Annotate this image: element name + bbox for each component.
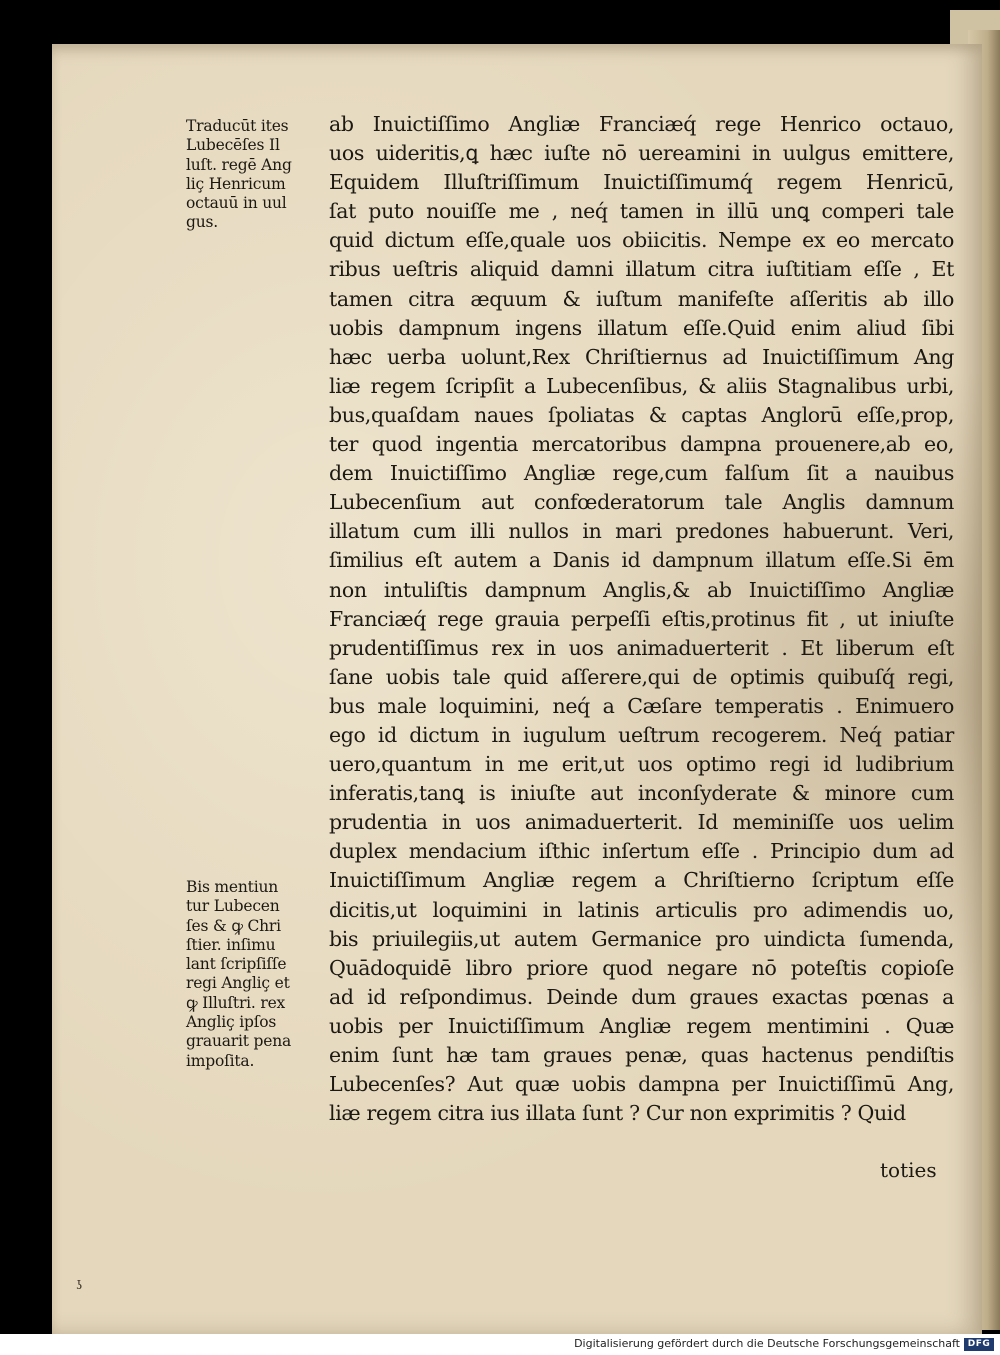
marginal-line: tur Lubecen (186, 897, 280, 916)
text-line: ab Inuictiſſimo Angliæ Franciæq́ rege Henrico octauo, (329, 112, 954, 136)
text-line: Lubecenſium aut confœderatorum tale Anglis damnum (329, 490, 954, 515)
catchword: toties (880, 1158, 937, 1182)
marginal-line: gus. (186, 213, 218, 232)
text-line: dem Inuictiſſimo Angliæ rege,cum falſum ſit a nauibus (329, 461, 954, 486)
text-line: bus male loquimini, neq́ a Cæſare temperatis . Enimuero (329, 693, 954, 718)
marginal-line: regi Angliç et (186, 974, 290, 993)
text-line: dicitis,ut loquimini in latinis articulis pro adimendis uo, (329, 897, 954, 922)
main-text-block (329, 110, 954, 1128)
marginal-line: Bis mentiun (186, 878, 279, 896)
text-line: ribus ueſtris aliquid damni illatum citra iuſtitiam eſſe , Et (329, 257, 954, 282)
corner-mark: ʖ (76, 1278, 83, 1292)
marginal-line: luſt. regē Ang (186, 155, 292, 174)
text-line: uobis dampnum ingens illatum eſſe.Quid enim aliud ſibi (329, 315, 954, 340)
marginal-note-1 (186, 117, 316, 233)
text-line: Lubecenſes? Aut quæ uobis dampna per Inuictiſſimū Ang, (329, 1072, 954, 1097)
text-line: Franciæq́ rege grauia perpeſſi eſtis,protinus fit , ut iniuſte (329, 606, 954, 631)
marginal-line: Lubecēſes Il (186, 136, 280, 155)
text-line: ſimilius eſt autem a Danis id dampnum illatum eſſe.Si ēm (329, 548, 954, 573)
text-line: Inuictiſſimum Angliæ regem a Chriſtierno ſcriptum eſſe (329, 868, 954, 893)
marginal-line: ꝙ Illuſtri. rex (186, 993, 286, 1012)
marginal-line: grauarit pena (186, 1032, 292, 1051)
dfg-logo-icon: DFG (964, 1338, 994, 1351)
text-line: ego id dictum in iugulum ueſtrum recogerem. Neq́ patiar (329, 722, 954, 747)
marginal-line: ſes & ꝙ Chri (186, 916, 281, 935)
funding-credit: Digitalisierung gefördert durch die Deutsche Forschungsgemeinschaft (574, 1337, 960, 1350)
text-line: enim ſunt hæ tam graues penæ, quas hactenus pendiſtis (329, 1043, 954, 1067)
marginal-line: lant ſcripſiſſe (186, 955, 287, 974)
text-line: prudentiſſimus rex in uos animaduerterit . Et liberum eſt (329, 635, 954, 660)
text-line: Equidem Illuſtriſſimum Inuictiſſimumq́ regem Henricū, (329, 170, 954, 195)
text-line: ſat puto nouiſſe me , neq́ tamen in illū unꝗ comperi tale (329, 199, 954, 224)
text-line: liæ regem ſcripſit a Lubecenſibus, & aliis Stagnalibus urbi, (329, 373, 954, 398)
text-line: Quādoquidē libro priore quod negare nō poteſtis copioſe (329, 955, 954, 980)
marginal-line: ſtier. inſimu (186, 935, 276, 954)
text-line: tamen citra æquum & iuſtum manifeſte aſſeritis ab illo (329, 286, 954, 311)
text-line: uos uideritis,ꝗ hæc iuſte nō uereamini in uulgus emittere, (329, 141, 954, 166)
text-line: bis priuilegiis,ut autem Germanice pro uindicta ſumenda, (329, 926, 954, 951)
text-line: quid dictum eſſe,quale uos obiicitis. Nempe ex eo mercato (329, 228, 954, 253)
text-line: duplex mendacium iſthic inſertum eſſe . Principio dum ad (329, 839, 954, 864)
text-line: hæc uerba uolunt,Rex Chriſtiernus ad Inuictiſſimum Ang (329, 344, 954, 369)
marginal-line: liç Henricum (186, 174, 286, 193)
text-line: non intuliſtis dampnum Anglis,& ab Inuictiſſimo Angliæ (329, 577, 954, 602)
marginal-line: Angliç ipſos (186, 1013, 277, 1032)
text-line: uobis per Inuictiſſimum Angliæ regem mentimini . Quæ (329, 1013, 954, 1038)
text-line: prudentia in uos animaduerterit. Id meminiſſe uos uelim (329, 810, 954, 835)
footer-bar (0, 1334, 1000, 1355)
text-line: ad id reſpondimus. Deinde dum graues exactas pœnas a (329, 984, 954, 1009)
text-line: ſane uobis tale quid aſſerere,qui de optimis quibuſq́ regi, (329, 664, 954, 689)
text-line: ter quod ingentia mercatoribus dampna prouenere,ab eo, (329, 432, 954, 457)
text-line: liæ regem citra ius illata ſunt ? Cur non exprimitis ? Quid (329, 1101, 906, 1126)
text-line: uero,quantum in me erit,ut uos optimo regi id ludibrium (329, 752, 954, 777)
marginal-note-2 (186, 878, 316, 1071)
marginal-line: octauū in uul (186, 194, 287, 213)
marginal-line: impoſita. (186, 1051, 255, 1070)
text-line: inferatis,tanꝗ is iniuſte aut inconſyderate & minore cum (329, 781, 954, 806)
text-line: illatum cum illi nullos in mari predones habuerunt. Veri, (329, 519, 954, 544)
marginal-line: Traducūt ites (186, 117, 289, 135)
text-line: bus,quaſdam naues ſpoliatas & captas Anglorū eſſe,prop, (329, 402, 954, 427)
